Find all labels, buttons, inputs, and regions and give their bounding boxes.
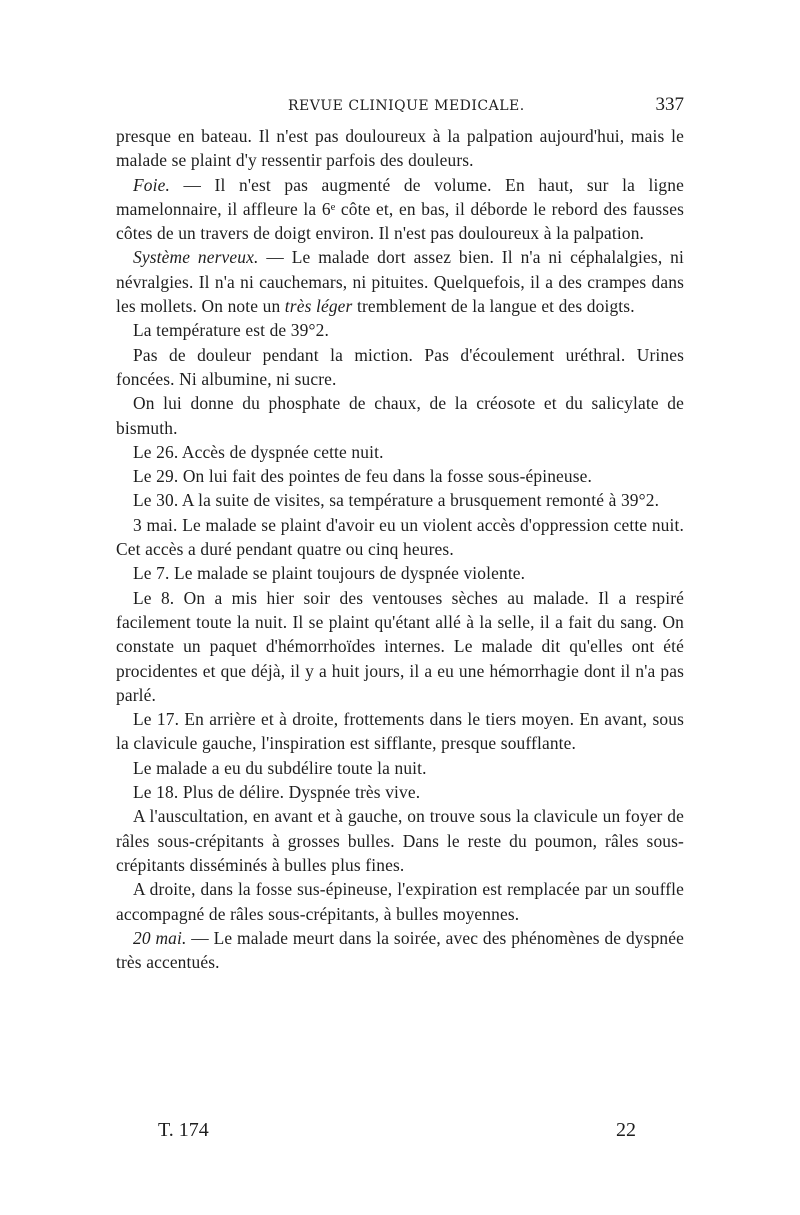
body-text [116, 124, 684, 974]
paragraph: Le 29. On lui fait des pointes de feu dans la fosse sous-épineuse. [133, 466, 593, 487]
paragraph: Pas de douleur pendant la miction. Pas d'écoulement uréthral. Urines foncées. Ni albumine, ni sucre. [116, 344, 684, 389]
paragraph: Le 8. On a mis hier soir des ventouses sèches au malade. Il a respiré facilement toute la nuit. Il se plaint qu'étant allé à la selle, il a fait du sang. On constate un paquet d'hémorrhoïdes internes. Le malade dit qu'elles ont été procidentes et que déjà, il y a huit jours, il a eu une hémorrhagie dont il n'a pas parlé. [116, 587, 684, 705]
running-title: REVUE CLINIQUE MEDICALE. [288, 98, 525, 114]
paragraph-text: tremblement de la langue et des doigts. [352, 296, 635, 317]
volume-signature: T. 174 [158, 1119, 209, 1141]
page-number: 337 [655, 94, 684, 115]
paragraph: Le 18. Plus de délire. Dyspnée très vive. [133, 782, 421, 803]
paragraph-text: — Le malade meurt dans la soirée, avec des phénomènes de dyspnée très accentués. [116, 927, 684, 973]
emphasis: très léger [284, 296, 353, 317]
paragraph: La température est de 39°2. [133, 320, 329, 341]
paragraph [116, 245, 684, 318]
section-lead: Foie. [133, 174, 170, 195]
paragraph: Le 17. En arrière et à droite, frottements dans le tiers moyen. En avant, sous la clavicule gauche, l'inspiration est sifflante, presque soufflante. [116, 709, 684, 754]
page-footer [158, 1119, 636, 1145]
paragraph-text: — Il n'est pas augmenté de volume. En haut, sur la ligne mamelonnaire, il affleure la 6ᵉ côte et, en bas, il déborde le rebord des fausses côtes de un travers de doigt environ. Il n'est pas douloureux à la palpation. [116, 174, 684, 244]
paragraph: On lui donne du phosphate de chaux, de la créosote et du salicylate de bismuth. [116, 393, 684, 438]
paragraph [116, 926, 684, 975]
sheet-number: 22 [616, 1119, 636, 1141]
paragraph: Le 7. Le malade se plaint toujours de dyspnée violente. [133, 563, 526, 584]
paragraph: A droite, dans la fosse sus-épineuse, l'expiration est remplacée par un souffle accompagné de râles sous-crépitants, à bulles moyennes. [116, 879, 684, 924]
section-lead: Système nerveux. [133, 247, 259, 268]
paragraph: Le 30. A la suite de visites, sa température a brusquement remonté à 39°2. [133, 490, 660, 511]
paragraph: 3 mai. Le malade se plaint d'avoir eu un violent accès d'oppression cette nuit. Cet accès a duré pendant quatre ou cinq heures. [116, 514, 684, 560]
paragraph: Le malade a eu du subdélire toute la nuit. [133, 757, 427, 778]
paragraph [116, 173, 684, 246]
paragraph-text: presque en bateau. Il n'est pas douloureux à la palpation aujourd'hui, mais le malade se plaint d'y ressentir parfois des douleurs. [116, 126, 684, 171]
paragraph-text: — Le malade dort assez bien. Il n'a ni céphalalgies, ni névralgies. Il n'a ni cauchemars, ni pituites. Quelquefois, il a des crampes dans les mollets. On note un [116, 247, 684, 317]
paragraph [116, 124, 684, 173]
page-header [118, 96, 684, 120]
paragraph: A l'auscultation, en avant et à gauche, on trouve sous la clavicule un foyer de râles sous-crépitants à grosses bulles. Dans le reste du poumon, râles sous-crépitants disséminés à bulles plus fines. [116, 806, 684, 875]
paragraph: Le 26. Accès de dyspnée cette nuit. [133, 441, 384, 462]
date-lead: 20 mai. [133, 927, 187, 948]
